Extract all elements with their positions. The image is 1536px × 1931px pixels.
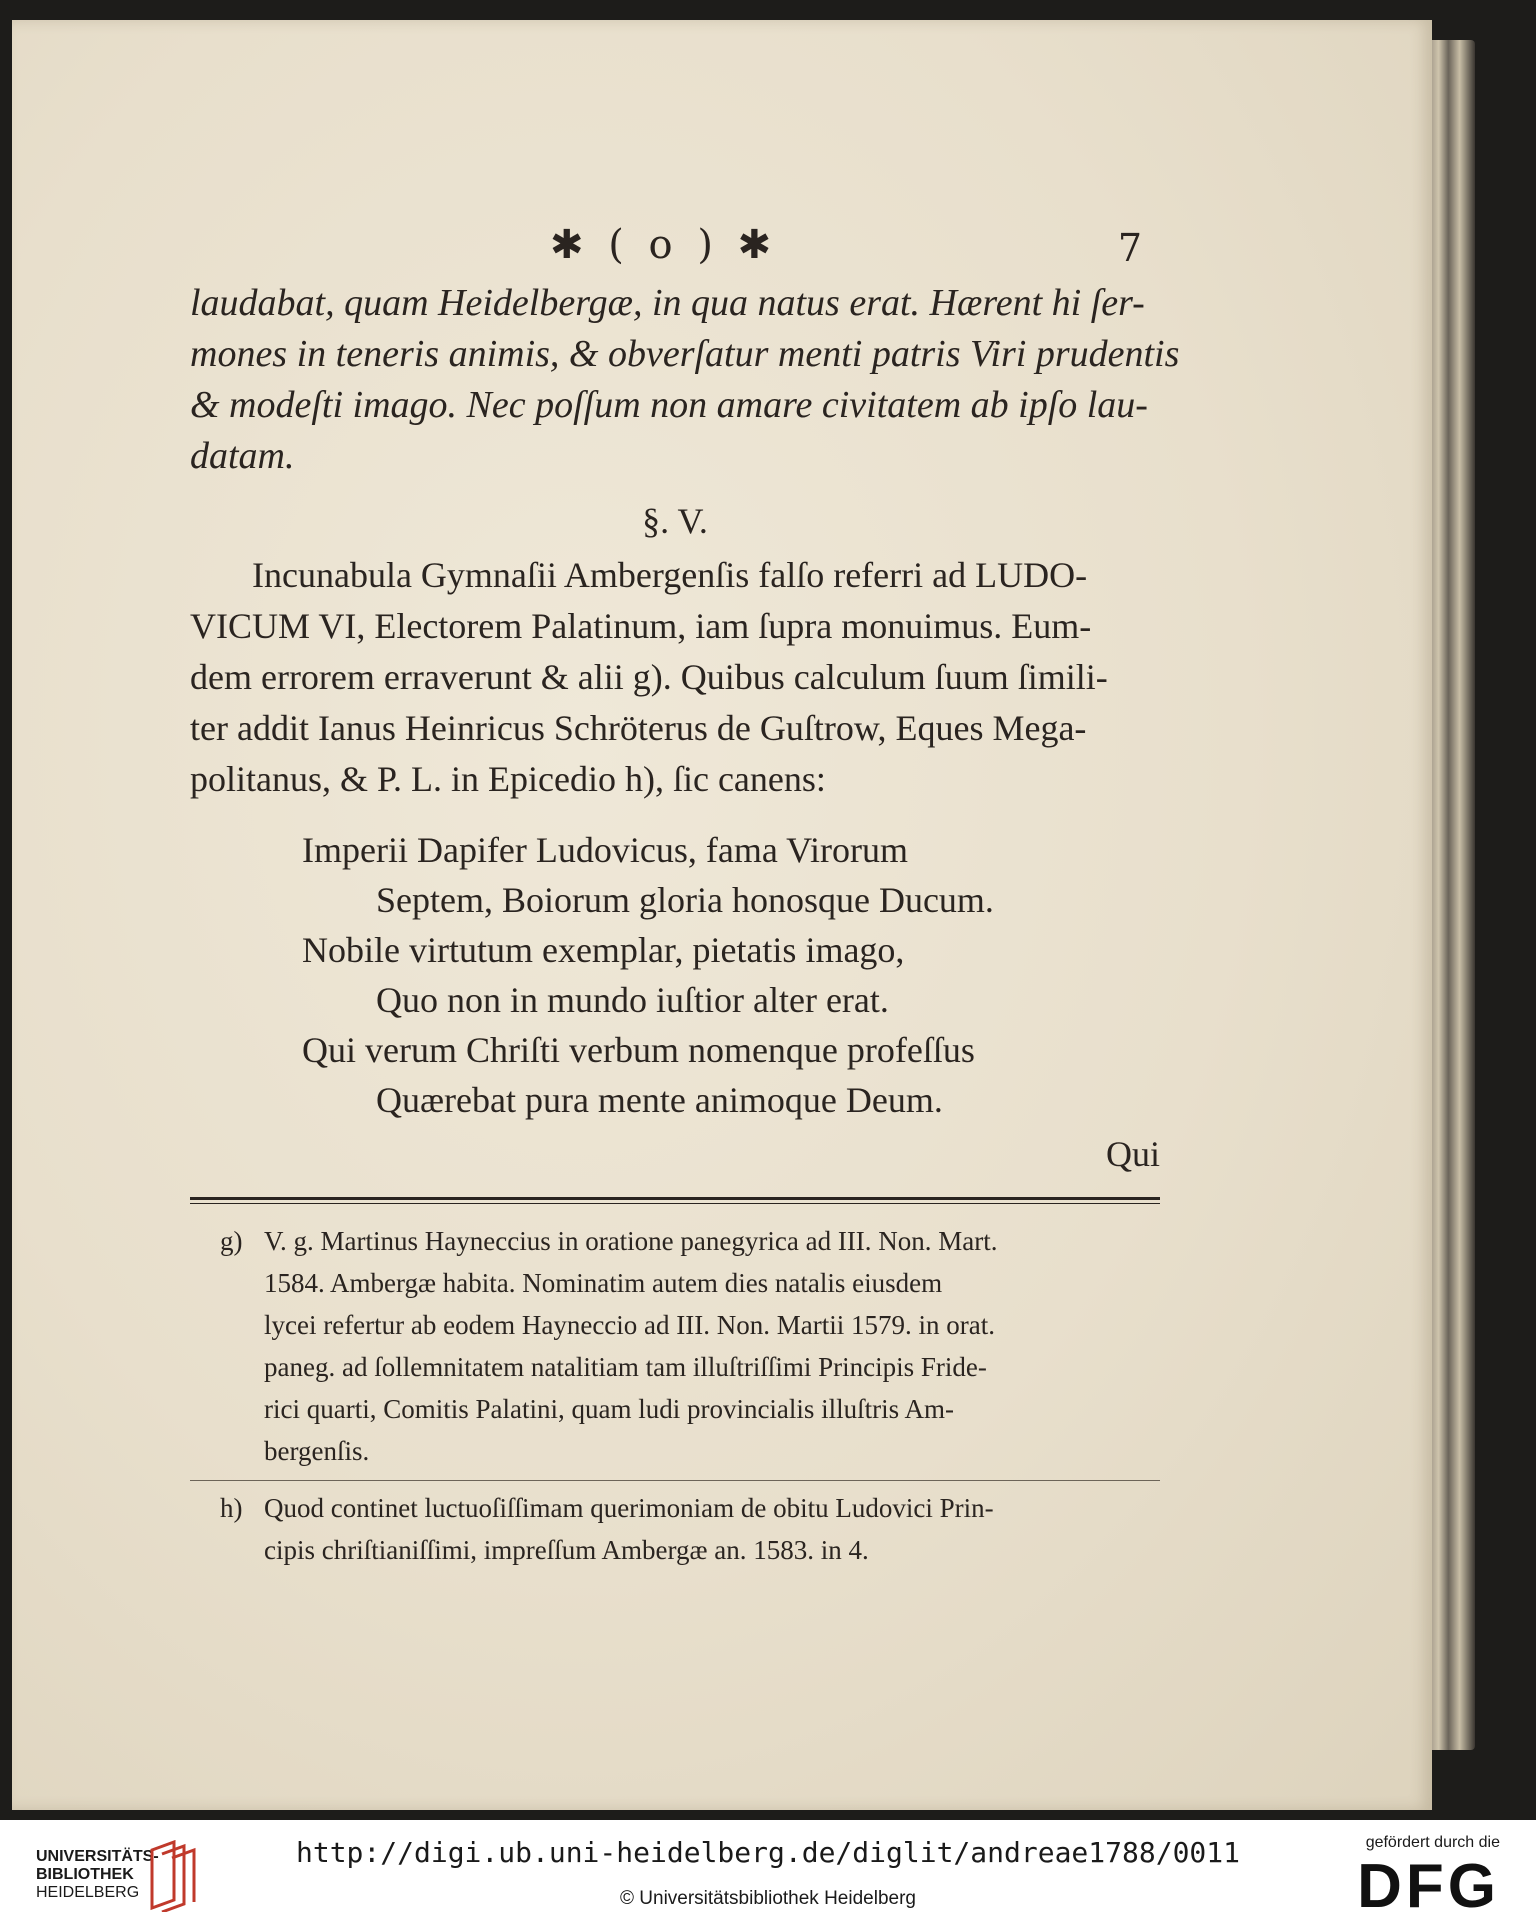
text-line: & modeſti imago. Nec poſſum non amare civitatem ab ipſo lau-	[190, 384, 1148, 426]
verse-line: Quærebat pura mente animoque Deum.	[376, 1080, 943, 1120]
copyright-text: © Universitätsbibliothek Heidelberg	[620, 1888, 916, 1909]
text-line: datam.	[190, 435, 295, 477]
logo-line: UNIVERSITÄTS-	[36, 1848, 159, 1865]
page-header	[190, 216, 1160, 278]
page-content	[190, 216, 1180, 1571]
catchword: Qui	[1106, 1134, 1160, 1174]
verse-line: Qui verum Chriſti verbum nomenque profeſſus	[302, 1030, 975, 1070]
text-line: VICUM VI, Electorem Palatinum, iam ſupra monuimus. Eum-	[190, 606, 1092, 646]
verse-line: Quo non in mundo iuſtior alter erat.	[376, 980, 889, 1020]
footnote-line: rici quarti, Comitis Palatini, quam ludi provincialis illuſtris Am-	[264, 1394, 954, 1424]
footer-bar	[0, 1820, 1536, 1931]
page-number: 7	[1117, 226, 1142, 270]
header-ornament: ✱ ( o ) ✱	[550, 222, 778, 268]
footnote-line: Quod continet luctuoſiſſimam querimoniam de obitu Ludovici Prin-	[264, 1493, 994, 1523]
logo-line: BIBLIOTHEK	[36, 1866, 134, 1883]
footnote-line: 1584. Ambergæ habita. Nominatim autem dies natalis eiusdem	[264, 1268, 943, 1298]
dfg-logo[interactable]: DFG	[1357, 1852, 1500, 1921]
logo-line: HEIDELBERG	[36, 1884, 140, 1901]
text-line: laudabat, quam Heidelbergæ, in qua natus erat. Hærent hi ſer-	[190, 282, 1145, 324]
italic-paragraph	[190, 278, 1180, 482]
footnote-line: bergenſis.	[264, 1436, 370, 1466]
footnote-h	[190, 1487, 1160, 1571]
verse-block	[190, 825, 1160, 1125]
footnote-rule	[190, 1197, 1160, 1200]
footnote-line: cipis chriſtianiſſimi, impreſſum Ambergæ an. 1583. in 4.	[264, 1535, 869, 1565]
text-line: mones in teneris animis, & obverſatur menti patris Viri prudentis	[190, 333, 1180, 375]
footnote-line: lycei refertur ab eodem Hayneccio ad III. Non. Martii 1579. in orat.	[264, 1310, 995, 1340]
verse-line: Septem, Boiorum gloria honosque Ducum.	[376, 880, 994, 920]
verse-line: Nobile virtutum exemplar, pietatis imago,	[302, 930, 905, 970]
dfg-caption: gefördert durch die	[1365, 1834, 1500, 1851]
text-line: dem errorem erraverunt & alii g). Quibus calculum ſuum ſimili-	[190, 657, 1108, 697]
text-line: Incunabula Gymnaſii Ambergenſis falſo referri ad LUDO-	[252, 555, 1088, 595]
footnotes	[190, 1220, 1160, 1571]
permalink-url[interactable]: http://digi.ub.uni-heidelberg.de/diglit/andreae1788/0011	[295, 1836, 1240, 1869]
book-page	[12, 20, 1432, 1810]
body-paragraph	[190, 550, 1160, 805]
footnote-g	[190, 1220, 1160, 1472]
footnote-mark: h)	[220, 1493, 243, 1523]
footnote-mark: g)	[220, 1226, 243, 1256]
text-line: ter addit Ianus Heinricus Schröterus de Guſtrow, Eques Mega-	[190, 708, 1087, 748]
section-heading: §. V.	[642, 501, 708, 541]
footnote-line: paneg. ad ſollemnitatem natalitiam tam illuſtriſſimi Principis Fride-	[264, 1352, 987, 1382]
footnote-separator	[190, 1480, 1160, 1481]
text-line: politanus, & P. L. in Epicedio h), ſic canens:	[190, 759, 826, 799]
verse-line: Imperii Dapifer Ludovicus, fama Virorum	[302, 830, 908, 870]
footnote-rule-thin	[190, 1203, 1160, 1204]
footnote-line: V. g. Martinus Hayneccius in oratione panegyrica ad III. Non. Mart.	[264, 1226, 998, 1256]
